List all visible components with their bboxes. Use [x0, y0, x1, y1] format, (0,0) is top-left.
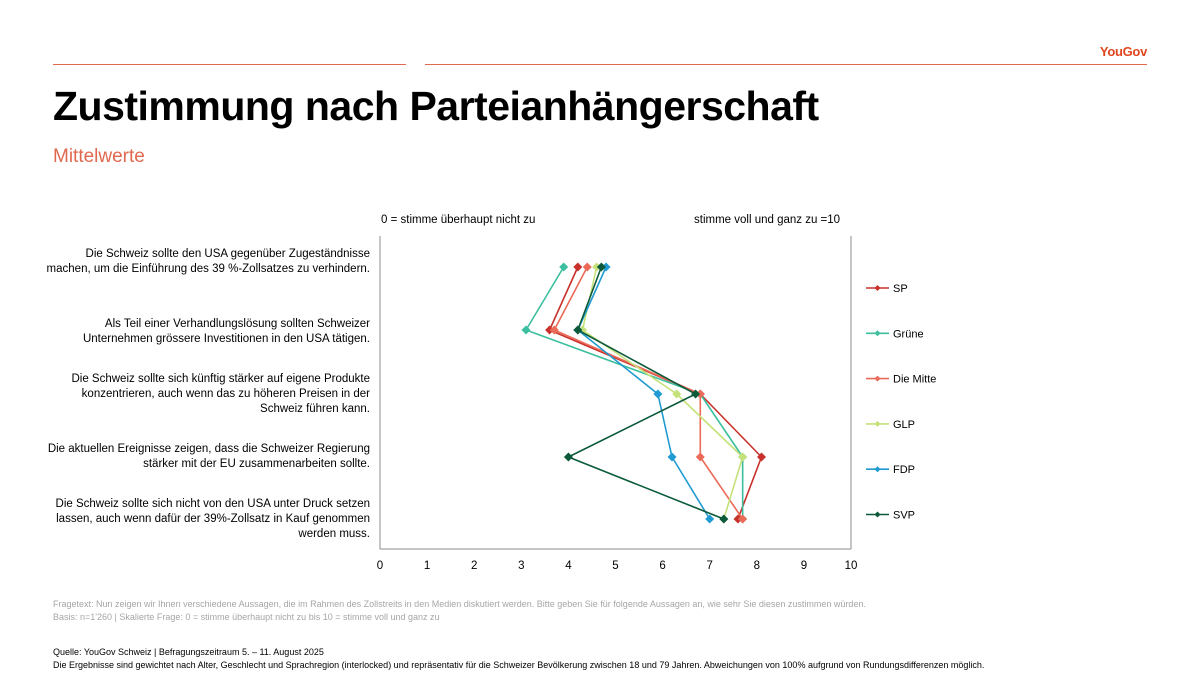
- x-tick-label: 4: [565, 560, 572, 572]
- scale-left-anchor: 0 = stimme überhaupt nicht zu: [381, 214, 536, 226]
- series-line-4: [578, 267, 710, 519]
- legend-label-4: FDP: [893, 464, 915, 477]
- series-line-3: [583, 267, 743, 519]
- x-tick-label: 7: [706, 560, 713, 572]
- series-line-2: [554, 267, 742, 519]
- statement-label-2: Als Teil einer Verhandlungslösung sollten Schweizer Unternehmen grössere Investitionen in den USA tätigen.: [82, 318, 370, 345]
- weighting-text: Die Ergebnisse sind gewichtet nach Alter, Geschlecht und Sprachregion (interlocked) und repräsentativ für die Schweizer Bevölkerung zwischen 18 und 79 Jahren. Abweichungen von 100% aufgrund von Rundungsdifferenzen möglich.: [53, 660, 985, 670]
- legend-marker-2: [875, 376, 881, 382]
- data-point-0-0: [573, 263, 582, 272]
- basis-text: Basis: n=1'260 | Skalierte Frage: 0 = stimme überhaupt nicht zu bis 10 = stimme voll und ganz zu: [53, 612, 440, 622]
- x-tick-label: 5: [612, 560, 619, 572]
- x-tick-label: 6: [659, 560, 666, 572]
- yougov-logo: YouGov: [1099, 44, 1147, 59]
- scale-right-anchor: stimme voll und ganz zu =10: [694, 214, 841, 226]
- data-point-5-3: [564, 453, 573, 462]
- data-point-4-3: [668, 453, 677, 462]
- data-point-5-4: [719, 515, 728, 524]
- data-point-1-1: [522, 326, 531, 335]
- legend-label-0: SP: [893, 283, 908, 295]
- statement-label-5: Die Schweiz sollte sich nicht von den USA unter Druck setzen lassen, auch wenn dafür der 39%-Zollsatz in Kauf genommen werden muss.: [55, 498, 370, 540]
- data-point-4-4: [705, 515, 714, 524]
- legend-label-3: GLP: [893, 418, 916, 431]
- x-tick-label: 1: [423, 560, 431, 572]
- legend-label-5: SVP: [893, 509, 916, 522]
- x-tick-label: 10: [844, 560, 858, 572]
- data-point-2-0: [583, 263, 592, 272]
- legend-label-1: Grüne: [893, 328, 924, 341]
- x-tick-label: 8: [753, 560, 761, 572]
- legend-marker-4: [875, 466, 881, 472]
- page-title: Zustimmung nach Parteianhängerschaft: [53, 83, 819, 129]
- statement-label-1: Die Schweiz sollte den USA gegenüber Zugeständnisse machen, um die Einführung des 39 %-Zollsatzes zu verhindern.: [46, 248, 370, 275]
- page-subtitle: Mittelwerte: [53, 146, 145, 167]
- legend-marker-1: [875, 330, 881, 336]
- x-tick-label: 3: [518, 560, 525, 572]
- x-tick-label: 2: [470, 560, 478, 572]
- x-tick-label: 0: [376, 560, 384, 572]
- data-point-2-3: [696, 453, 705, 462]
- legend-marker-0: [875, 285, 881, 291]
- x-tick-label: 9: [800, 560, 808, 572]
- legend-marker-3: [875, 421, 881, 427]
- series-line-1: [526, 267, 743, 519]
- legend-marker-5: [875, 512, 881, 518]
- data-point-1-0: [559, 263, 568, 272]
- question-text: Fragetext: Nun zeigen wir Ihnen verschiedene Aussagen, die im Rahmen des Zollstreits in den Medien diskutiert werden. Bitte geben Sie für folgende Aussagen an, wie sehr Sie diesen zustimmen würden.: [53, 599, 866, 609]
- statement-label-3: Die Schweiz sollte sich künftig stärker auf eigene Produkte konzentrieren, auch wenn das zu höheren Preisen in der Schweiz führen kann.: [71, 373, 370, 415]
- statement-label-4: Die aktuellen Ereignisse zeigen, dass die Schweizer Regierung stärker mit der EU zusammenarbeiten sollte.: [47, 443, 370, 470]
- source-text: Quelle: YouGov Schweiz | Befragungszeitraum 5. – 11. August 2025: [53, 647, 324, 657]
- legend-label-2: Die Mitte: [893, 373, 937, 386]
